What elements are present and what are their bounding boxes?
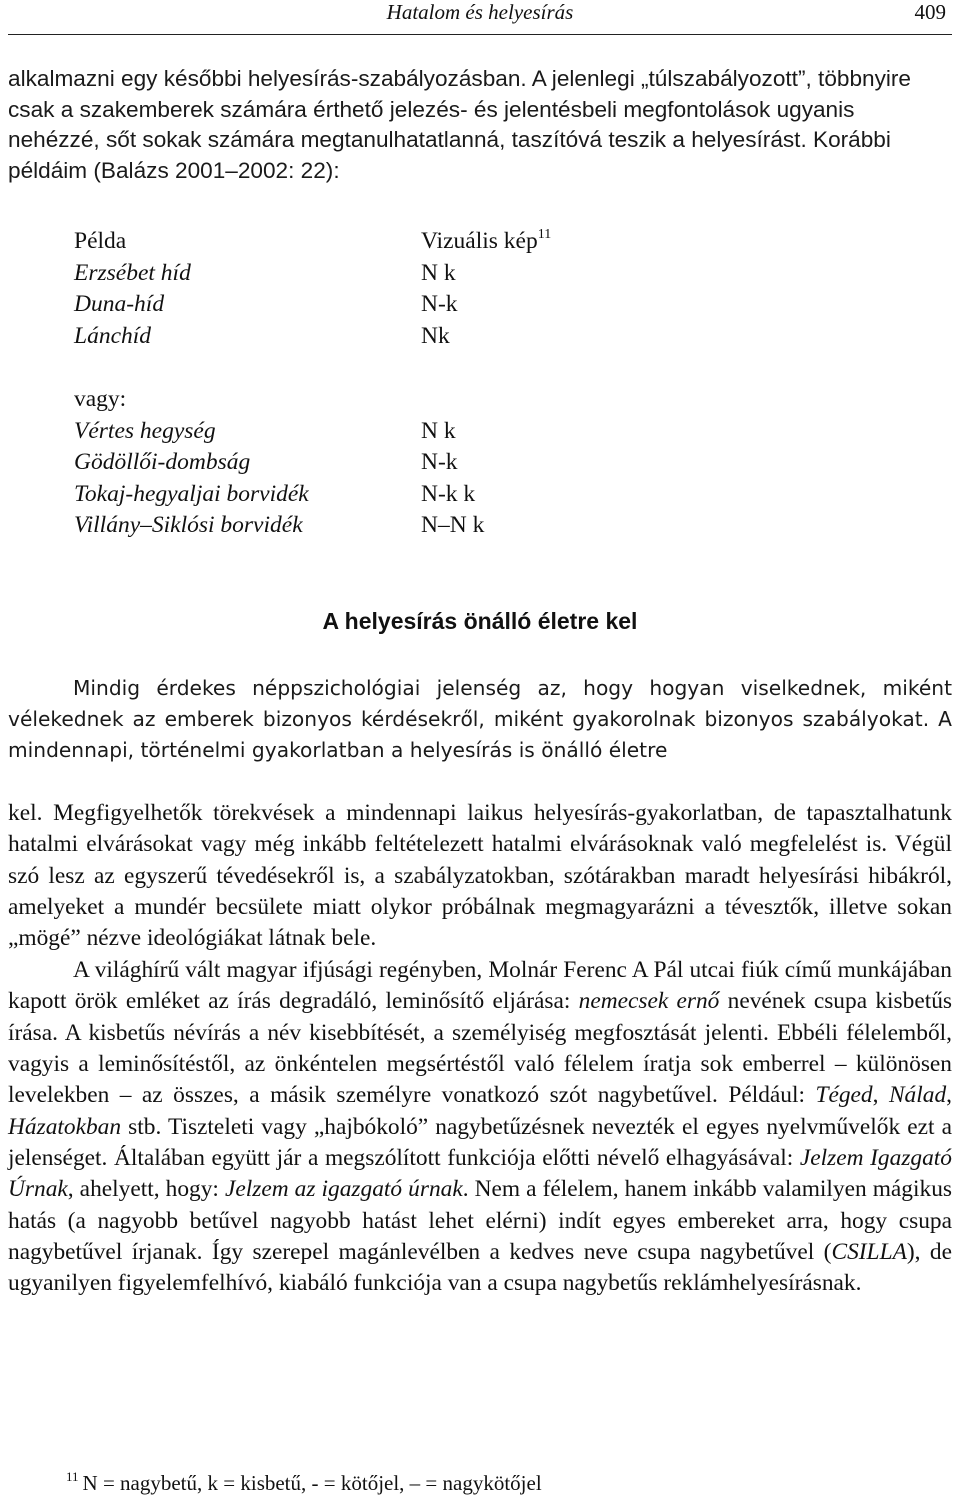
italic-run: nemecsek ernő: [578, 988, 720, 1015]
italic-run: Nálad: [888, 1082, 947, 1109]
italic-run: Házatokban: [8, 1113, 122, 1140]
example-visual: N-k: [421, 291, 458, 317]
example-header-right-label: Vizuális kép: [421, 228, 538, 254]
example-name-text: Villány–Siklósi borvidék: [74, 512, 303, 538]
body-paragraph-continued: kel. Megfigyelhetők törekvések a mindennapi laikus helyesírás-gyakorlatban, de tapasztalhatunk hatalmi elvárásokat vagy még inkább feltételezett hatalmi elvárásoknak való megfelelést is. Végül szó lesz az egyszerű tévedésekről is, a szabályzatokban, szótárakban maradt helyesírási hibákról, amelyeket a mundér becsülete miatt olykor próbálnak megmagyarázni a tévesztők, illetve sokan „mögé” nézve ideológiákat látnak bele.: [8, 800, 952, 952]
example-visual: N-k: [421, 449, 458, 475]
example-name: [74, 416, 216, 448]
italic-run: CSILLA: [831, 1239, 907, 1266]
italic-run: Jelzem az igazgató úrnak: [224, 1176, 463, 1203]
example-visual: N–N k: [421, 512, 485, 538]
text-run: , ahelyett, hogy:: [67, 1176, 225, 1203]
example-name: [74, 479, 309, 511]
footnote-ref: 11: [537, 227, 552, 242]
section-heading: A helyesírás önálló életre kel: [322, 608, 638, 634]
example-visual: Nk: [421, 323, 450, 349]
footnote-number: 11: [66, 1469, 79, 1484]
example-separator: vagy:: [74, 386, 127, 412]
page-number: 409: [914, 0, 946, 24]
example-name-text: Tokaj-hegyaljai borvidék: [74, 481, 309, 507]
example-header-right: [421, 226, 551, 258]
text-run: ), de ugyanilyen figyelemfelhívó, kiabáló funkciója van a csupa nagybetűs reklámhelyesírásnak.: [8, 1239, 953, 1297]
example-name-text: Vértes hegység: [74, 418, 216, 444]
example-name: [74, 321, 151, 353]
example-name: [74, 447, 250, 479]
running-title: Hatalom és helyesírás: [386, 0, 574, 24]
example-name: [74, 258, 191, 290]
text-run: ,: [946, 1082, 952, 1109]
example-name: [74, 289, 164, 321]
text-run: ,: [872, 1082, 889, 1109]
body-paragraph: Mindig érdekes néppszichológiai jelenség az, hogy hogyan viselkednek, miként vélekednek az emberek bizonyos kérdésekről, miként gyakorolnak bizonyos szabályokat. A mindennapi, történelmi gyakorlatban a helyesírás is önálló életre: [8, 676, 952, 763]
example-name-text: Duna-híd: [74, 291, 165, 317]
example-visual: N-k k: [421, 481, 476, 507]
example-name: [74, 510, 303, 542]
italic-run: Téged: [815, 1082, 873, 1109]
body-paragraph: [8, 955, 952, 1300]
text-run: nevének csupa kisbetűs írása. A kisbetűs névírás a név kisebbítését, a személyiség megfosztását jelenti. Ebbéli félelemből, vagyis a leminősítéstől, az önkéntelen megsértéstől való félelem íratja sok emberrel – különösen levelekben – az összes, a másik személyre vonatkozó szót nagybetűvel. Például:: [8, 988, 952, 1109]
text-run: . Nem a félelem, hanem inkább valamilyen mágikus hatás (a nagyobb betűvel nagyobb hatást lehet elérni) indít egyes embereket arra, hogy csupa nagybetűvel írjanak. Így szerepel magánlevélben a kedves neve csupa nagybetűvel (: [8, 1176, 952, 1266]
text-run: A világhírű vált magyar ifjúsági regényben, Molnár Ferenc A Pál utcai fiúk című munkájában kapott örök emléket az írás degradáló, leminősítő eljárása:: [8, 957, 952, 1015]
example-name-text: Gödöllői-dombság: [74, 449, 251, 475]
footnote-text: N = nagybetű, k = kisbetű, - = kötőjel, – = nagykötőjel: [82, 1471, 542, 1495]
example-visual: N k: [421, 418, 456, 444]
text-run: stb. Tiszteleti vagy „hajbókoló” nagybetűzésnek nevezték el egyes nyelvművelők ezt a jelenséget. Általában együtt jár a megszólított funkciója előtti névelő elhagyásával:: [8, 1113, 952, 1172]
example-name-text: Erzsébet híd: [74, 260, 191, 286]
example-name-text: Lánchíd: [74, 323, 152, 349]
italic-run: Jelzem Igazgató Úrnak: [8, 1145, 953, 1203]
footnote: [66, 1470, 542, 1496]
running-header: [8, 0, 952, 35]
example-visual: N k: [421, 260, 456, 286]
example-header-left: Példa: [74, 228, 127, 254]
intro-paragraph: alkalmazni egy későbbi helyesírás-szabályozásban. A jelenlegi „túlszabályozott”, többnyire csak a szakemberek számára érthető jelezés- és jelentésbeli megfontolások ugyanis nehézzé, sőt sokak számára megtanulhatatlanná, taszítóvá teszik a helyesírást. Korábbi példáim (Balázs 2001–2002: 22):: [8, 66, 911, 183]
